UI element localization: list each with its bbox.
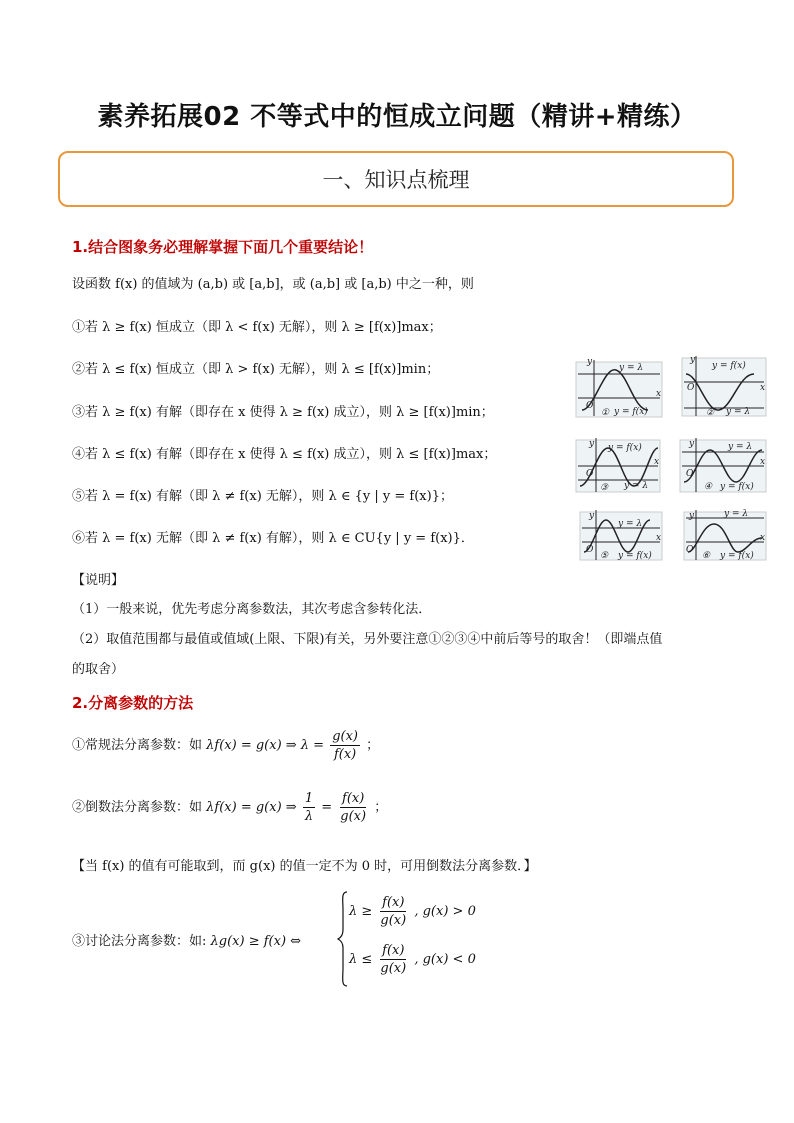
fig2-num: ② [706, 408, 715, 418]
case-2-num: f(x) [382, 943, 405, 958]
graph-panel-5 [580, 510, 662, 561]
case-2-lhs: λ ≤ [349, 952, 373, 967]
fig1-x: x [656, 389, 662, 399]
method-1-num: g(x) [332, 729, 358, 744]
fig4-num: ④ [704, 482, 713, 492]
fig5-num: ⑤ [600, 551, 609, 561]
fig2-curve-label: y = f(x) [712, 361, 746, 371]
method-2-num1: 1 [304, 791, 314, 806]
graph-panel-4 [680, 438, 766, 492]
case-2-fraction [378, 942, 408, 977]
method-2-fraction-2 [338, 790, 368, 825]
part1-heading: 1.结合图象务必理解掌握下面几个重要结论！ [72, 238, 374, 256]
case-1-cond: , g(x) > 0 [414, 904, 476, 919]
method-3 [72, 930, 301, 949]
case-2-den: g(x) [380, 961, 407, 976]
fig2-y: y [690, 355, 696, 365]
fig3-origin: O [586, 469, 594, 479]
method-1-prefix: ①常规法分离参数：如 [72, 738, 203, 753]
fig4-line-label: y = λ [728, 442, 753, 452]
fig2-x: x [760, 383, 766, 393]
fig1-line-label: y = λ [619, 363, 644, 373]
explain-1: （1）一般来说，优先考虑分离参数法，其次考虑含参转化法． [72, 602, 432, 617]
fig5-origin: O [586, 545, 594, 555]
section-title: 一、知识点梳理 [322, 168, 470, 192]
method-3-prefix: ③讨论法分离参数：如: [72, 934, 207, 949]
conclusion-2: ②若 λ ≤ f(x) 恒成立（即 λ > f(x) 无解），则 λ ≤ [f(x)]min； [72, 362, 440, 377]
case-1-fraction [378, 894, 408, 929]
method-2-expr: λf(x) = g(x) ⇒ [206, 800, 297, 815]
method-1-expr: λf(x) = g(x) ⇒ λ = [206, 738, 325, 753]
case-1 [349, 894, 476, 929]
fig1-y: y [587, 357, 593, 367]
fig5-line-label: y = λ [618, 519, 643, 529]
method-3-cases [337, 890, 497, 988]
method-2 [72, 790, 387, 825]
graph-panel-3 [576, 438, 660, 493]
fig6-line-label: y = λ [724, 509, 749, 519]
graph-panel-1 [576, 357, 662, 418]
explain-3: 的取舍） [72, 662, 125, 677]
fig5-y: y [589, 511, 595, 521]
fig3-x: x [654, 457, 660, 467]
method-1-den: f(x) [333, 747, 357, 762]
method-1-end: ； [366, 738, 380, 753]
conclusion-6: ⑥若 λ = f(x) 无解（即 λ ≠ f(x) 有解），则 λ ∈ CU{y | y = f(x)}． [72, 531, 474, 546]
fig5-x: x [656, 533, 662, 543]
conclusion-1: ①若 λ ≥ f(x) 恒成立（即 λ < f(x) 无解），则 λ ≥ [f(x)]max； [72, 320, 442, 335]
method-2-den1: λ [304, 809, 314, 824]
graph-figures [574, 352, 774, 562]
fig3-num: ③ [600, 483, 609, 493]
method-1-fraction [330, 728, 360, 763]
case-1-num: f(x) [382, 895, 405, 910]
method-2-note: 【当 f(x) 的值有可能取到，而 g(x) 的值一定不为 0 时，可用倒数法分离参数．】 [72, 859, 537, 874]
fig3-line-label: y = λ [624, 481, 649, 491]
fig4-curve-label: y = f(x) [720, 482, 754, 492]
fig1-origin: O [586, 401, 594, 411]
method-3-expr: λg(x) ≥ f(x) ⇔ [210, 934, 302, 949]
part1-intro: 设函数 f(x) 的值域为 (a,b) 或 [a,b]，或 (a,b] 或 [a,b) 中之一种，则 [72, 277, 474, 292]
left-brace-icon [337, 890, 349, 988]
method-1 [72, 728, 379, 763]
graph-panel-2 [682, 355, 766, 418]
fig3-y: y [589, 439, 595, 449]
method-2-num2: f(x) [342, 791, 365, 806]
page-title: 素养拓展02 不等式中的恒成立问题（精讲+精练） [97, 102, 697, 132]
part2-heading: 2.分离参数的方法 [72, 694, 194, 712]
method-2-fraction-1 [303, 790, 315, 825]
fig6-x: x [760, 533, 766, 543]
explain-label: 【说明】 [72, 573, 125, 588]
case-2 [349, 942, 476, 977]
conclusion-3: ③若 λ ≥ f(x) 有解（即存在 x 使得 λ ≥ f(x) 成立），则 λ ≥ [f(x)]min； [72, 405, 494, 420]
conclusion-4: ④若 λ ≤ f(x) 有解（即存在 x 使得 λ ≤ f(x) 成立），则 λ ≤ [f(x)]max； [72, 447, 497, 462]
fig6-num: ⑥ [702, 551, 711, 561]
graph-panel-6 [684, 509, 766, 561]
fig4-y: y [689, 439, 695, 449]
section-header [58, 151, 734, 207]
fig3-curve-label: y = f(x) [608, 443, 642, 453]
fig4-x: x [760, 457, 766, 467]
fig1-num: ① [601, 408, 610, 418]
conclusion-5: ⑤若 λ = f(x) 有解（即 λ ≠ f(x) 无解），则 λ ∈ {y | y = f(x)}； [72, 489, 453, 504]
fig6-y: y [689, 511, 695, 521]
method-2-den2: g(x) [340, 809, 367, 824]
case-1-den: g(x) [380, 913, 407, 928]
case-1-lhs: λ ≥ [349, 904, 373, 919]
fig1-curve-label: y = f(x) [614, 407, 648, 417]
fig6-origin: O [686, 545, 694, 555]
fig4-origin: O [686, 469, 694, 479]
fig2-origin: O [687, 383, 695, 393]
fig5-curve-label: y = f(x) [618, 551, 652, 561]
fig6-curve-label: y = f(x) [720, 551, 754, 561]
method-2-eq: = [321, 800, 333, 815]
method-2-prefix: ②倒数法分离参数：如 [72, 800, 203, 815]
method-2-end: ； [374, 800, 388, 815]
explain-2: （2）取值范围都与最值或值域(上限、下限)有关，另外要注意①②③④中前后等号的取舍！（即端点值 [72, 632, 663, 647]
fig2-line-label: y = λ [726, 407, 751, 417]
case-2-cond: , g(x) < 0 [414, 952, 476, 967]
